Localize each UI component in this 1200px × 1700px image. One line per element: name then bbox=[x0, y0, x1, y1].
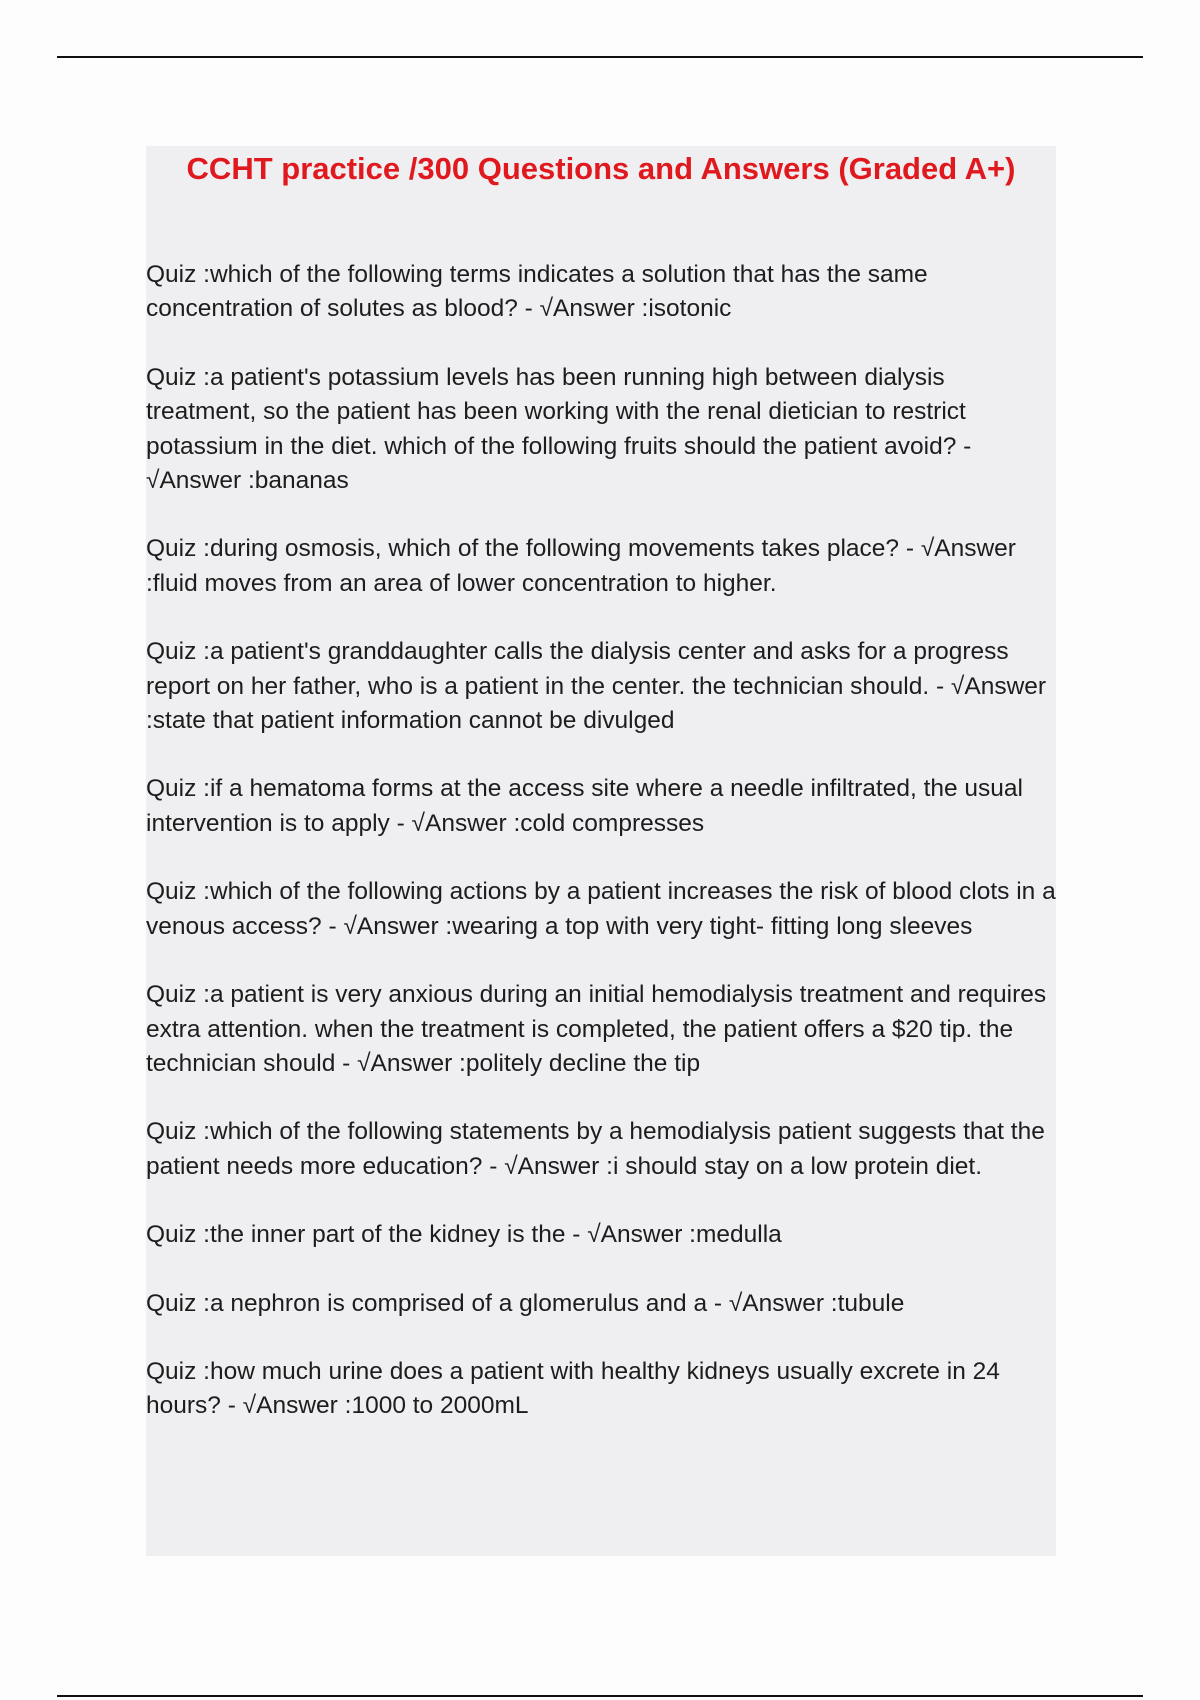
qa-item: Quiz :how much urine does a patient with healthy kidneys usually excrete in 24 hours? - √Answer :1000 to 2000mL bbox=[146, 1357, 1000, 1420]
document-title: CCHT practice /300 Questions and Answers (Graded A+) bbox=[186, 151, 1016, 186]
qa-item: Quiz :which of the following actions by a patient increases the risk of blood clots in a venous access? - √Answer :wearing a top with very tight- fitting long sleeves bbox=[146, 878, 1056, 940]
qa-item: Quiz :if a hematoma forms at the access site where a needle infiltrated, the usual intervention is to apply - √Answer :cold compresses bbox=[146, 775, 1023, 837]
qa-item: Quiz :a nephron is comprised of a glomerulus and a - √Answer :tubule bbox=[146, 1289, 905, 1317]
qa-item: Quiz :a patient's granddaughter calls the dialysis center and asks for a progress report on her father, who is a patient in the center. the technician should. - √Answer :state that patient information cannot be divulged bbox=[146, 638, 1047, 735]
qa-item: Quiz :the inner part of the kidney is the - √Answer :medulla bbox=[146, 1221, 782, 1249]
qa-item: Quiz :during osmosis, which of the following movements takes place? - √Answer :fluid moves from an area of lower concentration to higher. bbox=[146, 535, 1016, 597]
qa-list bbox=[146, 258, 1056, 1458]
qa-item: Quiz :a patient is very anxious during an initial hemodialysis treatment and requires extra attention. when the treatment is completed, the patient offers a $20 tip. the technician should - √Answer :politely decline the tip bbox=[146, 981, 1047, 1077]
qa-item: Quiz :a patient's potassium levels has been running high between dialysis treatment, so the patient has been working with the renal dietician to restrict potassium in the diet. which of the following fruits should the patient avoid? - √Answer :bananas bbox=[146, 363, 972, 495]
qa-item: Quiz :which of the following statements by a hemodialysis patient suggests that the patient needs more education? - √Answer :i should stay on a low protein diet. bbox=[146, 1118, 1045, 1180]
bottom-divider bbox=[57, 1695, 1143, 1697]
top-divider bbox=[57, 56, 1143, 58]
qa-item: Quiz :which of the following terms indicates a solution that has the same concentration of solutes as blood? - √Answer :isotonic bbox=[146, 261, 928, 323]
document-panel bbox=[146, 146, 1056, 1556]
